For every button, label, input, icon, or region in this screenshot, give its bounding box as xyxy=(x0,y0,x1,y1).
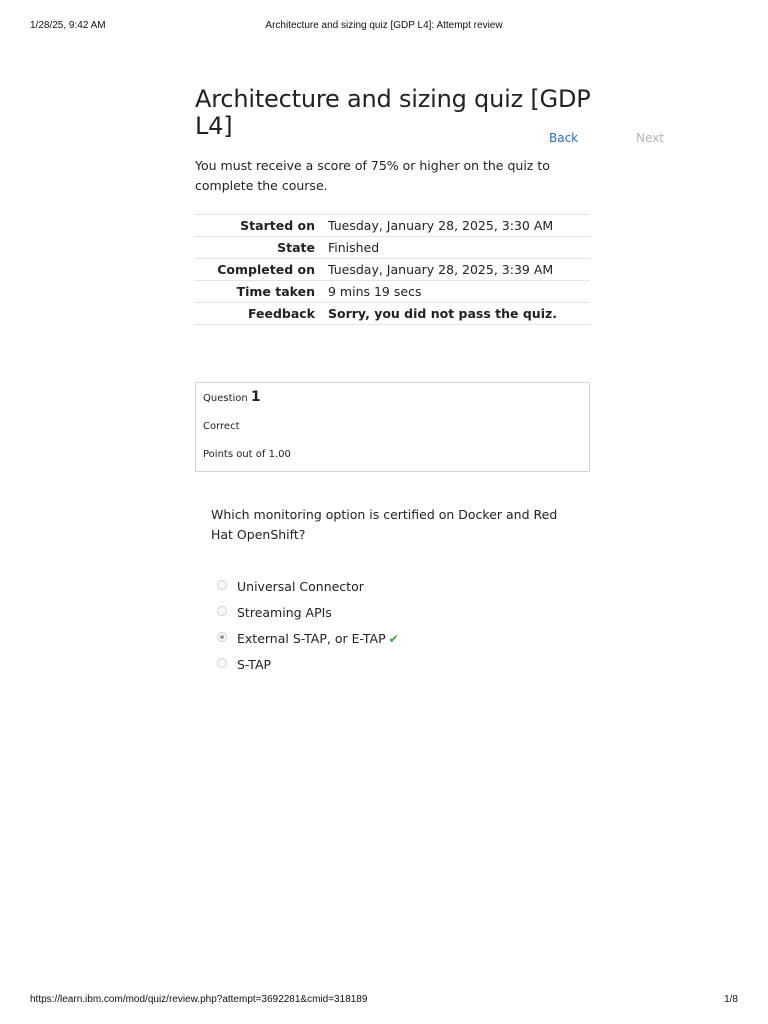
summary-label: Completed on xyxy=(195,259,328,281)
question-text: Which monitoring option is certified on Docker and Red Hat OpenShift? xyxy=(211,507,558,542)
summary-row-time-taken xyxy=(195,281,590,303)
answer-option xyxy=(217,603,577,623)
radio-button[interactable] xyxy=(217,658,227,668)
print-header xyxy=(0,20,768,34)
answer-label: Streaming APIs xyxy=(237,605,332,620)
answer-label-wrap xyxy=(237,629,399,649)
answer-option xyxy=(217,655,577,675)
summary-label: State xyxy=(195,237,328,259)
check-icon: ✔ xyxy=(388,632,399,646)
print-url: https://learn.ibm.com/mod/quiz/review.php?attempt=3692281&cmid=318189 xyxy=(30,994,368,1005)
summary-value: Tuesday, January 28, 2025, 3:30 AM xyxy=(328,215,590,237)
question-points: Points out of 1.00 xyxy=(203,449,291,460)
page-title: Architecture and sizing quiz [GDP L4] xyxy=(195,85,591,140)
answer-option xyxy=(217,577,577,597)
question-status: Correct xyxy=(203,421,240,432)
summary-value: Finished xyxy=(328,237,590,259)
question-info-box xyxy=(195,382,590,472)
summary-row-state xyxy=(195,237,590,259)
print-footer xyxy=(0,994,768,1008)
answer-option-selected xyxy=(217,629,577,649)
summary-value: 9 mins 19 secs xyxy=(328,281,590,303)
answer-label: Universal Connector xyxy=(237,579,364,594)
summary-label: Feedback xyxy=(195,303,328,325)
answer-label: S-TAP xyxy=(237,657,272,672)
feedback-value: Sorry, you did not pass the quiz. xyxy=(328,303,590,325)
print-doc-title: Architecture and sizing quiz [GDP L4]: Attempt review xyxy=(265,20,503,31)
summary-value: Tuesday, January 28, 2025, 3:39 AM xyxy=(328,259,590,281)
attempt-summary-table xyxy=(195,214,590,325)
summary-row-completed xyxy=(195,259,590,281)
summary-label: Time taken xyxy=(195,281,328,303)
radio-button[interactable] xyxy=(217,606,227,616)
intro-text: You must receive a score of 75% or higher on the quiz to complete the course. xyxy=(195,158,550,193)
next-link: Next xyxy=(636,131,664,145)
question-label: Question xyxy=(203,393,248,404)
print-page-number: 1/8 xyxy=(724,994,738,1005)
radio-button[interactable] xyxy=(217,580,227,590)
question-heading xyxy=(203,389,261,405)
summary-row-started xyxy=(195,215,590,237)
summary-label: Started on xyxy=(195,215,328,237)
print-datetime: 1/28/25, 9:42 AM xyxy=(30,20,106,31)
summary-row-feedback xyxy=(195,303,590,325)
answer-label: External S-TAP, or E-TAP xyxy=(237,631,386,646)
radio-button-checked[interactable] xyxy=(217,632,227,642)
question-number: 1 xyxy=(250,389,261,405)
back-link[interactable]: Back xyxy=(549,131,579,145)
